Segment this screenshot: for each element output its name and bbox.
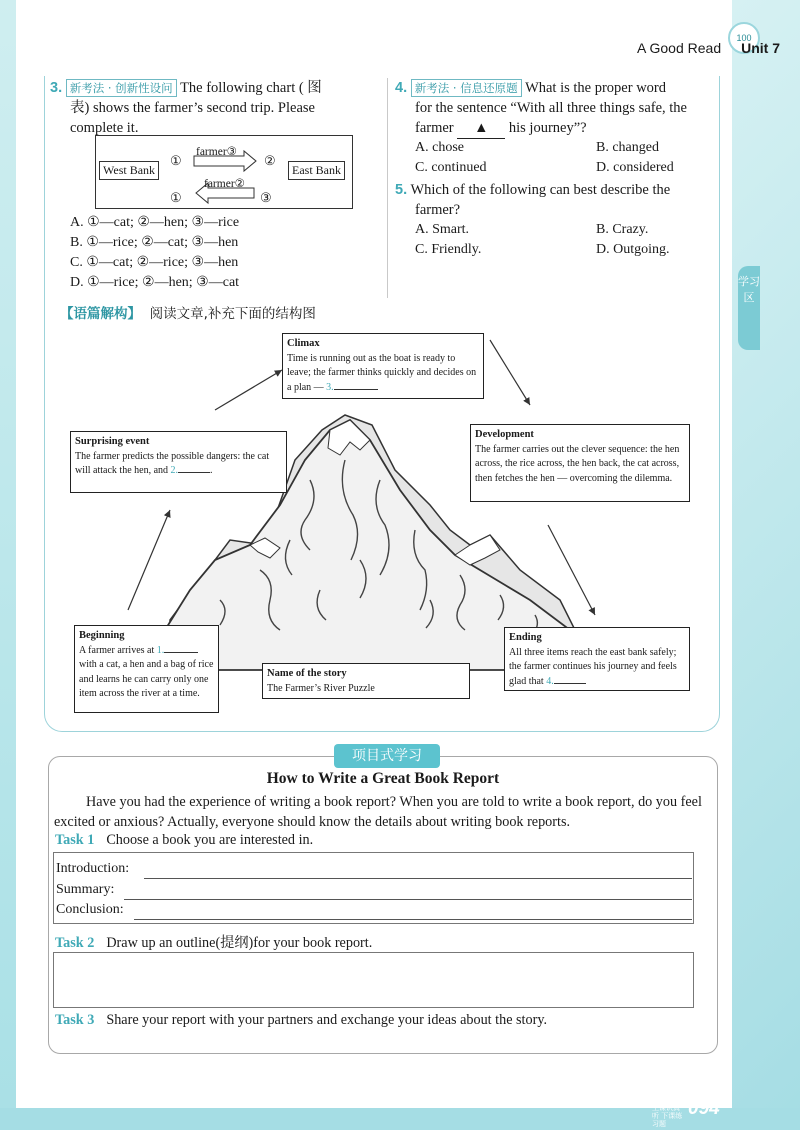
- summary-label: Summary:: [56, 882, 115, 897]
- q3-text-1: The following chart ( 图: [180, 80, 322, 96]
- project-banner: 项目式学习: [334, 744, 440, 768]
- summary-input-line[interactable]: [124, 899, 692, 900]
- outline-input-box[interactable]: [53, 952, 694, 1008]
- chart-slot-2: ②: [264, 153, 276, 168]
- conclusion-label: Conclusion:: [56, 902, 124, 917]
- left-margin-band: [0, 0, 16, 1130]
- q3-option-c[interactable]: C. ①—cat; ②—rice; ③—hen: [70, 255, 239, 270]
- q4-number: 4.: [395, 80, 408, 96]
- header-title: A Good Read: [637, 40, 722, 56]
- project-title: How to Write a Great Book Report: [266, 770, 500, 787]
- arrow-to-development: [490, 340, 530, 405]
- chart-slot-1b: ①: [170, 190, 182, 205]
- task-1-label: Task 1: [55, 832, 95, 848]
- ending-box: [504, 627, 690, 691]
- task-2-text: Draw up an outline(提纲)for your book report.: [106, 935, 373, 951]
- section-instruction: 阅读文章,补充下面的结构图: [149, 306, 316, 322]
- ending-title: Ending: [509, 632, 542, 643]
- q4-blank[interactable]: [457, 118, 505, 139]
- development-box: [470, 424, 690, 502]
- climax-title: Climax: [287, 338, 320, 349]
- ending-answer-line[interactable]: [554, 683, 586, 684]
- task-2: [55, 932, 372, 952]
- header-unit: Unit 7: [741, 40, 780, 56]
- question-5: [395, 180, 725, 220]
- surprise-title: Surprising event: [75, 436, 150, 447]
- q4-option-d[interactable]: D. considered: [596, 160, 674, 175]
- side-tab-study-area[interactable]: 学习区: [738, 266, 760, 350]
- q4-tag: 新考法 · 信息还原题: [411, 79, 522, 97]
- q3-option-a[interactable]: A. ①—cat; ②—hen; ③—rice: [70, 215, 240, 230]
- right-margin-band: [732, 0, 800, 1130]
- project-paragraph: Have you had the experience of writing a book report? When you are told to write a book report, do you feel excited or anxious? Actually, everyone should know the details about writing book reports.: [54, 794, 702, 830]
- climax-blank[interactable]: 3.: [326, 381, 334, 393]
- task-3-label: Task 3: [55, 1012, 95, 1028]
- running-header: [637, 40, 780, 56]
- q3-option-d[interactable]: D. ①—rice; ②—hen; ③—cat: [70, 275, 240, 290]
- introduction-label: Introduction:: [56, 861, 130, 876]
- story-name-title: Name of the story: [267, 668, 347, 679]
- introduction-row: [56, 861, 691, 877]
- task-1: [55, 832, 313, 849]
- page-footer: [648, 1098, 738, 1128]
- q5-option-a[interactable]: A. Smart.: [415, 222, 470, 237]
- climax-answer-line[interactable]: [334, 389, 378, 390]
- task-3-text: Share your report with your partners and exchange your ideas about the story.: [106, 1012, 548, 1028]
- arrow-to-surprise: [128, 510, 170, 610]
- surprise-blank[interactable]: 2.: [170, 465, 179, 476]
- discourse-section-title: [60, 302, 316, 322]
- beginning-text-b: with a cat, a hen and a bag of rice and learns he can carry only one item across the river at a time.: [79, 659, 214, 699]
- q4-text-3b: his journey”?: [508, 120, 587, 136]
- question-3: [50, 78, 380, 138]
- summary-row: [56, 882, 691, 898]
- q4-option-c[interactable]: C. continued: [415, 160, 487, 175]
- q5-option-d[interactable]: D. Outgoing.: [596, 242, 670, 257]
- q4-text-3a: farmer: [415, 120, 454, 136]
- trip-chart: [95, 135, 353, 209]
- arrow-to-climax: [215, 370, 282, 410]
- farmer-label-top: farmer③: [196, 146, 237, 158]
- beginning-text-a: A farmer arrives at: [79, 644, 155, 656]
- q3-number: 3.: [50, 80, 63, 96]
- q5-option-c[interactable]: C. Friendly.: [415, 242, 482, 257]
- beginning-box: [74, 625, 219, 713]
- column-divider: [387, 78, 388, 298]
- development-title: Development: [475, 429, 534, 440]
- task-3: [55, 1012, 547, 1029]
- farmer-label-bottom: farmer②: [204, 178, 245, 190]
- brand-logo-icon: 100: [728, 22, 760, 54]
- climax-box: [282, 333, 484, 399]
- q3-text-3: complete it.: [70, 120, 139, 136]
- task-1-text: Choose a book you are interested in.: [106, 832, 314, 848]
- surprise-answer-line[interactable]: [178, 472, 210, 473]
- section-bracket: 【语篇解构】: [60, 306, 141, 322]
- surprise-box: Surprising event The farmer predicts the possible dangers: the cat will attack the hen, and 2. .: [70, 431, 287, 493]
- q4-text-1: What is the proper word: [525, 80, 666, 96]
- conclusion-row: [56, 902, 691, 918]
- story-name-box: [262, 663, 470, 699]
- east-bank-label: East Bank: [288, 161, 345, 180]
- q4-text-2: for the sentence “With all three things safe, the: [415, 100, 687, 116]
- chart-slot-1: ①: [170, 153, 182, 168]
- story-name-text: The Farmer’s River Puzzle: [267, 682, 375, 694]
- report-fields-box: [53, 852, 694, 924]
- q5-text-2: farmer?: [415, 202, 461, 218]
- surprise-text: The farmer predicts the possible dangers: the cat will attack the hen, and: [75, 450, 270, 476]
- q5-text-1: Which of the following can best describe the: [410, 182, 671, 198]
- page-number: 094: [688, 1098, 720, 1119]
- question-4: [395, 78, 725, 139]
- development-text: The farmer carries out the clever sequence: the hen across, the rice across, the hen back, the cat across, then fetches the hen — overcoming the dilemma.: [475, 443, 680, 484]
- task-2-label: Task 2: [55, 935, 95, 951]
- q5-number: 5.: [395, 182, 408, 198]
- beginning-blank[interactable]: 1.: [156, 644, 165, 656]
- q3-text-2: 表) shows the farmer’s second trip. Please: [70, 100, 315, 116]
- ending-blank[interactable]: 4.: [546, 675, 554, 687]
- triangle-icon: ▲: [474, 120, 489, 136]
- footer-slogan: 上课认真听 下课练习题: [652, 1104, 683, 1128]
- ending-text: All three items reach the east bank safely; the farmer continues his journey and feels glad that: [509, 646, 677, 687]
- q3-option-b[interactable]: B. ①—rice; ②—cat; ③—hen: [70, 235, 239, 250]
- q4-option-b[interactable]: B. changed: [596, 140, 659, 155]
- conclusion-input-line[interactable]: [134, 919, 692, 920]
- climax-text: Time is running out as the boat is ready to leave; the farmer thinks quickly and decides on a plan —: [287, 352, 477, 393]
- west-bank-label: West Bank: [99, 161, 159, 180]
- chart-slot-3: ③: [260, 190, 272, 205]
- beginning-answer-line[interactable]: [164, 652, 198, 653]
- story-structure-map: [60, 330, 710, 720]
- q5-option-b[interactable]: B. Crazy.: [596, 222, 649, 237]
- beginning-title: Beginning: [79, 630, 125, 641]
- q3-tag: 新考法 · 创新性设问: [66, 79, 177, 97]
- q4-option-a[interactable]: A. chose: [415, 140, 464, 155]
- introduction-input-line[interactable]: [144, 878, 692, 879]
